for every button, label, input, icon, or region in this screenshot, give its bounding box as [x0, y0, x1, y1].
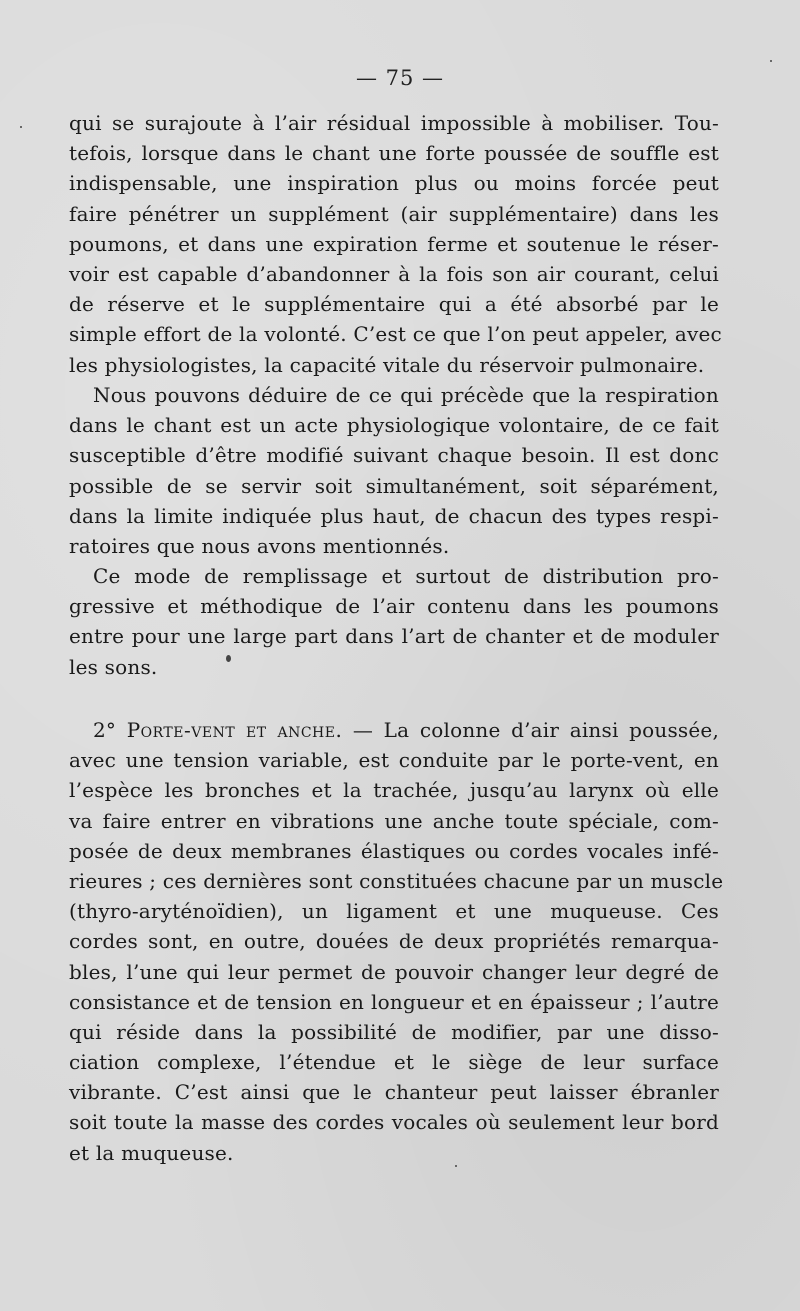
text-line: va faire entrer en vibrations une anche toute spéciale, com- [69, 808, 719, 833]
text-line: ciation complexe, l’étendue et le siège de leur surface [69, 1050, 719, 1075]
text-line: Nous pouvons déduire de ce qui précède que la respiration [93, 383, 719, 407]
paragraph-2 [69, 380, 719, 561]
text-line: avec une tension variable, est conduite par le porte-vent, en [69, 748, 719, 773]
page-number: — 75 — [355, 66, 445, 90]
text-line: tefois, lorsque dans le chant une forte poussée de souffle est [69, 141, 719, 166]
section-lead-text: — La colonne d’air ainsi poussée, [342, 718, 720, 742]
text-line: possible de se servir soit simultanément, soit séparément, [69, 473, 719, 498]
text-line: les sons. [69, 654, 158, 679]
text-line: qui se surajoute à l’air résidual impossible à mobiliser. Tou- [69, 111, 719, 135]
text-line: simple effort de la volonté. C’est ce que l’on peut appeler, avec [69, 322, 722, 347]
section-heading-line [69, 715, 719, 745]
paragraph-3 [69, 561, 719, 682]
text-line: bles, l’une qui leur permet de pouvoir changer leur degré de [69, 959, 719, 984]
text-line: rieures ; ces dernières sont constituées chacune par un muscle [69, 868, 724, 893]
text-line: qui réside dans la possibilité de modifier, par une disso- [69, 1019, 719, 1044]
text-line: les physiologistes, la capacité vitale du réservoir pulmonaire. [69, 352, 705, 377]
text-line: dans la limite indiquée plus haut, de chacun des types respi- [69, 503, 719, 528]
text-line: indispensable, une inspiration plus ou moins forcée peut [69, 171, 719, 196]
text-line: l’espèce les bronches et la trachée, jusqu’au larynx où elle [69, 778, 719, 803]
text-line: faire pénétrer un supplément (air supplémentaire) dans les [69, 201, 719, 226]
text-line: consistance et de tension en longueur et en épaisseur ; l’autre [69, 989, 719, 1014]
text-line: (thyro-aryténoïdien), un ligament et une muqueuse. Ces [69, 899, 719, 924]
paper-speck [226, 655, 231, 662]
text-line: Ce mode de remplissage et surtout de distribution pro- [93, 564, 719, 588]
section-porte-vent [69, 715, 724, 1168]
text-line: dans le chant est un acte physiologique volontaire, de ce fait [69, 413, 719, 438]
text-line: entre pour une large part dans l’art de chanter et de moduler [69, 624, 719, 649]
text-line: soit toute la masse des cordes vocales où seulement leur bord [69, 1110, 719, 1135]
text-line: voir est capable d’abandonner à la fois son air courant, celui [69, 261, 719, 286]
text-line: posée de deux membranes élastiques ou cordes vocales infé- [69, 838, 719, 863]
text-line: susceptible d’être modifié suivant chaque besoin. Il est donc [69, 443, 719, 468]
text-line: poumons, et dans une expiration ferme et soutenue le réser- [69, 231, 719, 256]
text-line: vibrante. C’est ainsi que le chanteur peut laisser ébranler [69, 1080, 719, 1105]
section-number: 2° [93, 718, 117, 742]
paper-speck [455, 1165, 457, 1167]
text-line: et la muqueuse. [69, 1140, 234, 1165]
paragraph-1 [69, 108, 722, 380]
text-line: de réserve et le supplémentaire qui a été absorbé par le [69, 292, 719, 317]
paper-speck [20, 126, 22, 128]
text-line: gressive et méthodique de l’air contenu dans les poumons [69, 594, 719, 619]
text-line: ratoires que nous avons mentionnés. [69, 533, 450, 558]
paper-speck [770, 60, 772, 62]
text-line: cordes sont, en outre, douées de deux propriétés remarqua- [69, 929, 719, 954]
section-title: Porte-vent et anche. [126, 718, 343, 742]
